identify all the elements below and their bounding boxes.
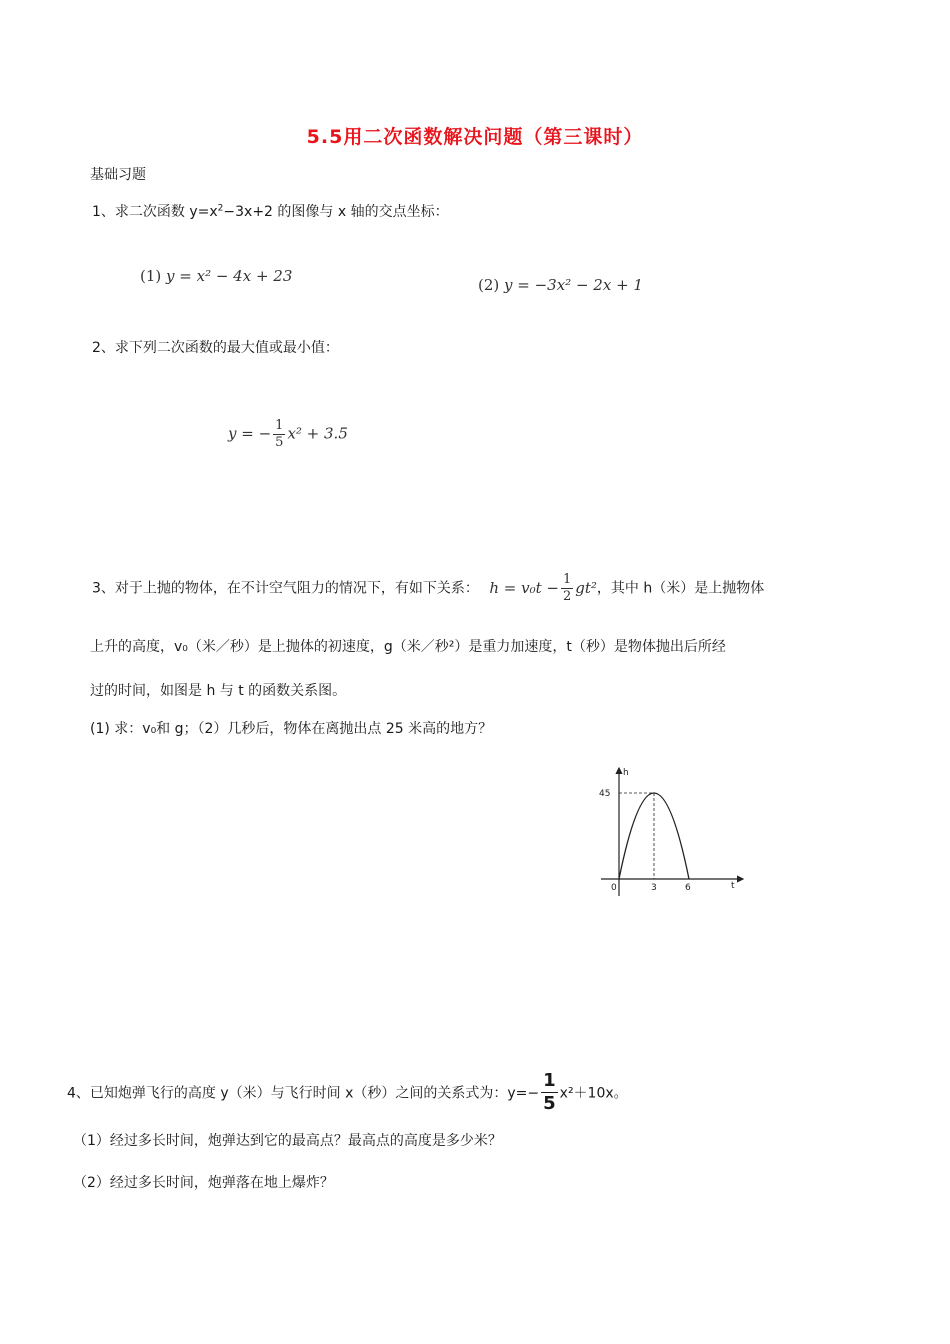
question-1-exponent: 2: [217, 203, 224, 214]
q3-fraction: [561, 572, 573, 605]
q2-frac-num: 1: [275, 418, 284, 433]
question-4: [67, 1070, 628, 1115]
q4-fraction: [541, 1070, 558, 1115]
q3-frac-num: 1: [562, 572, 572, 587]
y-axis-label: h: [623, 768, 629, 778]
q3-intro: 3、对于上抛的物体，在不计空气阻力的情况下，有如下关系：: [92, 580, 479, 597]
section-heading: 基础习题: [90, 167, 146, 183]
question-3-line-4: (1) 求：v₀和 g；（2）几秒后，物体在离抛出点 25 米高的地方？: [90, 721, 493, 737]
question-1: [92, 201, 449, 221]
q4-text-before: 4、已知炮弹飞行的高度 y（米）与飞行时间 x（秒）之间的关系式为：y=−: [67, 1085, 540, 1102]
q4-frac-den: 5: [543, 1093, 556, 1114]
question-1-text-after: −3x+2 的图像与 x 轴的交点坐标：: [223, 204, 449, 220]
q3-frac-den: 2: [562, 589, 572, 604]
part-2-expression: y = −3x² − 2x + 1: [504, 276, 643, 294]
part-1-label: (1): [140, 267, 162, 285]
question-3-line-1: [92, 572, 764, 605]
q3-formula-right: gt²: [575, 578, 597, 597]
page-title: 5.5用二次函数解决问题（第三课时）: [306, 126, 644, 148]
question-4-sub-1: （1）经过多长时间，炮弹达到它的最高点？最高点的高度是多少米？: [73, 1133, 502, 1149]
q2-expr-right: x² + 3.5: [287, 424, 348, 443]
question-3-line-3: 过的时间，如图是 h 与 t 的函数关系图。: [90, 683, 347, 699]
x-tick-3: 3: [651, 883, 657, 893]
part-2-label: (2): [478, 276, 500, 294]
q3-formula: [489, 572, 597, 604]
part-1-expression: y = x² − 4x + 23: [166, 267, 293, 285]
x-axis-label: t: [731, 881, 735, 891]
question-3-line-2: 上升的高度，v₀（米／秒）是上抛体的初速度，g（米／秒²）是重力加速度，t（秒）是物体抛出后所经: [90, 639, 726, 655]
q2-expr-left: y = −: [228, 424, 272, 443]
h-t-graph: [585, 758, 750, 903]
question-2: 2、求下列二次函数的最大值或最小值：: [92, 340, 339, 356]
question-2-expression: [228, 418, 348, 451]
q3-intro-tail: ，其中 h（米）是上抛物体: [596, 580, 765, 597]
q2-frac-den: 5: [275, 435, 284, 450]
question-1-part-1: [140, 267, 292, 285]
q3-formula-left: h = v₀t −: [489, 578, 559, 597]
question-1-text-before: 1、求二次函数 y=x: [92, 204, 218, 220]
question-4-sub-2: （2）经过多长时间，炮弹落在地上爆炸？: [73, 1175, 334, 1191]
x-tick-6: 6: [685, 883, 691, 893]
q4-frac-num: 1: [543, 1070, 556, 1091]
q2-fraction: [273, 418, 285, 451]
question-1-part-2: [478, 276, 643, 294]
peak-value-label: 45: [599, 789, 611, 799]
q4-text-after: x²＋10x。: [559, 1085, 628, 1102]
origin-label: 0: [611, 883, 617, 893]
